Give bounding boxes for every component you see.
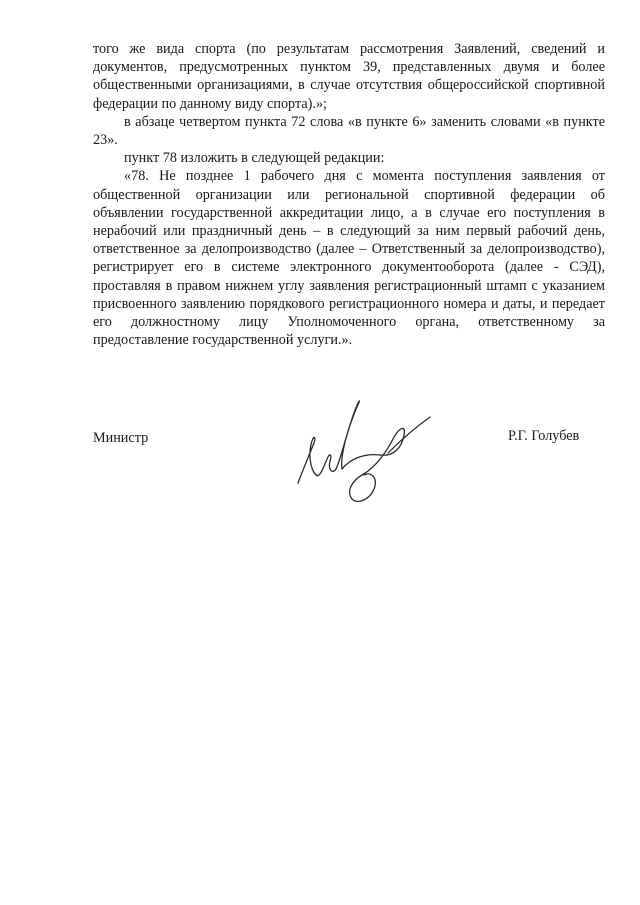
document-body bbox=[93, 40, 605, 349]
paragraph-point-78-text: «78. Не позднее 1 рабочего дня с момента поступления заявления от общественной организации или региональной спортивной федерации об объявлении государственной аккредитации лицо, а в случае его поступления в нерабочий или праздничный день – в следующий за ним первый рабочий день, ответственное за делопроизводство (далее – Ответственный за делопроизводство), регистрирует его в системе электронного документооборота (далее - СЭД), проставляя в правом нижнем углу заявления регистрационный штамп с указанием присвоенного заявлению порядкового регистрационного номера и даты, и передает его должностному лицу Уполномоченного органа, ответственному за предоставление государственной услуги.». bbox=[93, 168, 605, 349]
handwritten-signature bbox=[290, 395, 440, 510]
paragraph-amend-72: в абзаце четвертом пункта 72 слова «в пункте 6» заменить словами «в пункте 23». bbox=[93, 113, 605, 149]
signatory-name: Р.Г. Голубев bbox=[508, 428, 580, 444]
paragraph-continuation: того же вида спорта (по результатам рассмотрения Заявлений, сведений и документов, предусмотренных пунктом 39, представленных двумя и более общественными организациями, в случае отсутствия общероссийской спортивной федерации по данному виду спорта).»; bbox=[93, 41, 605, 112]
signatory-title: Министр bbox=[93, 430, 149, 446]
paragraph-point-78-intro: пункт 78 изложить в следующей редакции: bbox=[124, 150, 385, 167]
